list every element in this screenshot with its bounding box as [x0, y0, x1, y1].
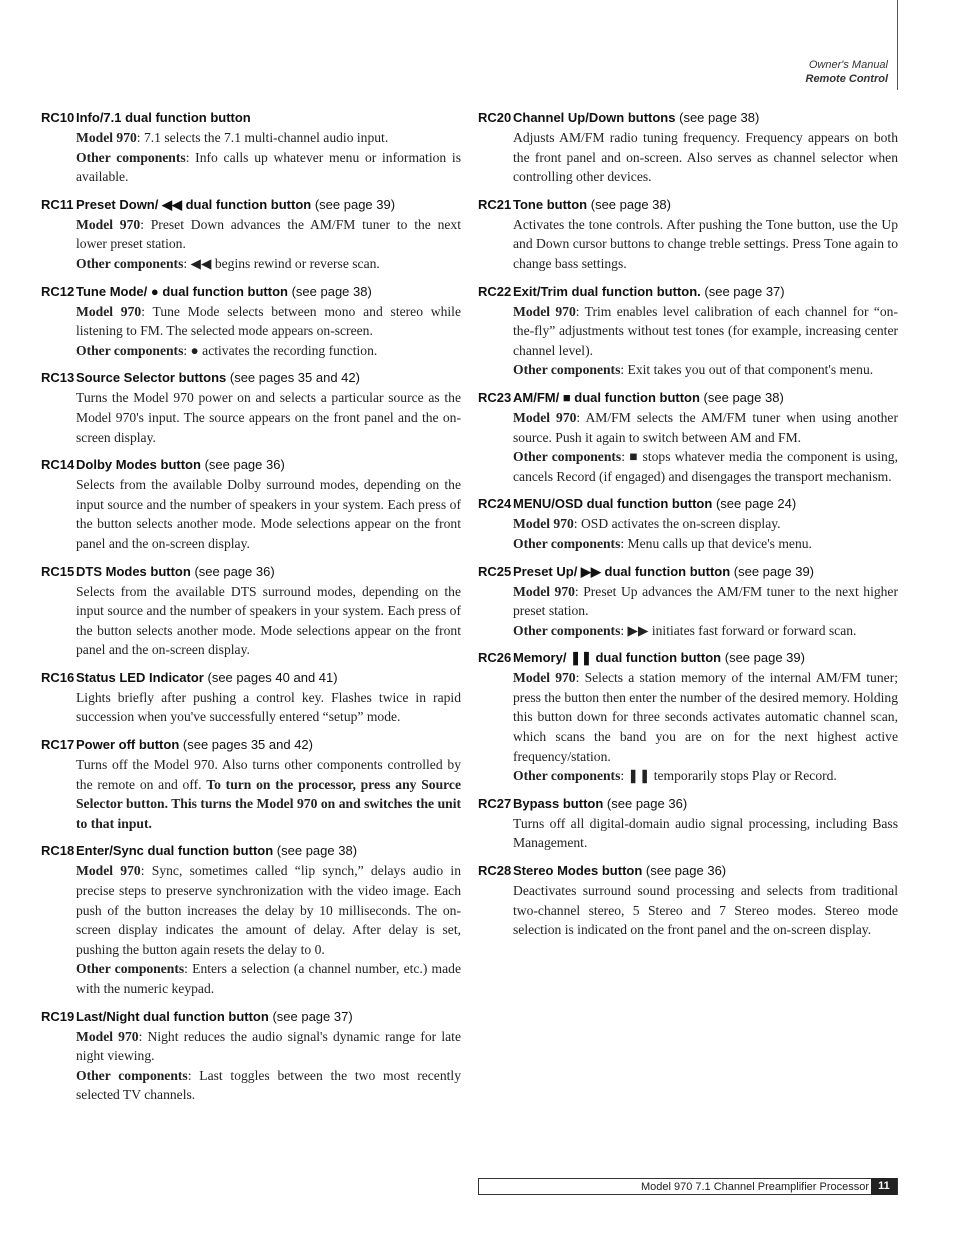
component-label: Other components: [513, 768, 621, 784]
description-text: Turns the Model 970 power on and selects a particular source as the Model 970's input. The source appears on the front panel and the on-screen display.: [76, 390, 461, 445]
remote-entry: [478, 562, 898, 641]
entry-code: RC15: [41, 563, 75, 579]
entry-title: Status LED Indicator: [76, 669, 204, 685]
remote-entry: [41, 455, 461, 553]
component-label: Model 970: [513, 409, 577, 425]
page-reference: (see page 36): [194, 563, 275, 579]
description-text: : ■ stops whatever media the component is using, cancels Record (if engaged) and disengages the transport mechanism.: [513, 449, 898, 484]
description-text: Deactivates surround sound processing and selects from traditional two-channel stereo, 5 Stereo and 7 Stereo modes. Stereo mode selection is indicated on the front panel and the on-screen display.: [513, 883, 898, 938]
entry-title: Last/Night dual function button: [76, 1008, 269, 1024]
entry-heading: [478, 388, 898, 408]
description-text: : ▶▶ initiates fast forward or forward scan.: [620, 622, 857, 638]
entry-title: Source Selector buttons: [76, 370, 227, 386]
description-text: : Last toggles between the two most recently selected TV channels.: [76, 1067, 461, 1103]
entry-heading: [478, 108, 898, 128]
page-reference: (see page 38): [590, 196, 671, 212]
entry-description: [513, 360, 898, 380]
description-text: Turns off all digital-domain audio signal processing, including Bass Management.: [513, 815, 898, 851]
component-label: Model 970: [513, 303, 576, 319]
entry-title: Bypass button: [513, 795, 604, 811]
remote-entry: [478, 195, 898, 274]
entry-description: [513, 534, 898, 554]
entry-title: Power off button: [76, 737, 180, 753]
entry-title: Exit/Trim dual function button.: [513, 283, 701, 299]
description-text: Selects from the available DTS surround modes, depending on the input source and the number of speakers in your system. Each press of the button selects another mode. Mode selections appear on the front panel and the on-screen display.: [76, 583, 461, 658]
entry-description: [76, 254, 461, 274]
component-label: Other components: [76, 149, 186, 165]
section-title: Remote Control: [805, 73, 888, 85]
entry-heading: [478, 494, 898, 514]
component-label: Other components: [513, 362, 621, 378]
entry-code: RC16: [41, 669, 75, 685]
component-label: Model 970: [76, 863, 141, 879]
entry-heading: [41, 455, 461, 475]
description-text: : ◀◀ begins rewind or reverse scan.: [183, 255, 380, 271]
remote-entry: [478, 108, 898, 187]
entry-code: RC22: [478, 283, 512, 299]
component-label: Other components: [513, 449, 622, 465]
entry-code: RC24: [478, 496, 512, 512]
footer-product: Model 970 7.1 Channel Preamplifier Processor: [640, 1181, 869, 1193]
remote-entry: [41, 108, 461, 187]
entry-title: MENU/OSD dual function button: [513, 496, 713, 512]
component-label: Model 970: [76, 1028, 139, 1044]
component-label: Model 970: [76, 130, 137, 145]
component-label: Other components: [76, 961, 185, 977]
page-reference: (see page 39): [733, 563, 815, 579]
entry-title: Preset Down/ ◀◀ dual function button: [76, 196, 312, 212]
entry-code: RC19: [41, 1008, 75, 1024]
entry-heading: [41, 668, 461, 688]
entry-title: Preset Up/ ▶▶ dual function button: [513, 563, 731, 579]
remote-entry: [478, 861, 898, 940]
entry-description: [513, 766, 898, 786]
page-reference: (see pages 40 and 41): [207, 669, 338, 685]
remote-entry: [41, 668, 461, 727]
entry-heading: [41, 735, 461, 755]
page-reference: (see page 38): [703, 389, 784, 405]
entry-title: Channel Up/Down buttons: [513, 110, 676, 125]
entry-description: [513, 408, 898, 447]
remote-entry: [478, 494, 898, 553]
entry-heading: [478, 282, 898, 302]
description-text: : Night reduces the audio signal's dynamic range for late night viewing.: [76, 1028, 461, 1064]
remote-entry: [41, 1007, 461, 1105]
remote-entry: [41, 282, 461, 361]
entry-code: RC11: [41, 196, 74, 212]
page-reference: (see page 36): [606, 795, 688, 811]
entry-heading: [478, 195, 898, 215]
remote-entry: [478, 648, 898, 786]
description-text: : Preset Down advances the AM/FM tuner to the next lower preset station.: [76, 216, 462, 252]
page-reference: (see page 38): [276, 843, 358, 859]
description-text: : ❚❚ temporarily stops Play or Record.: [620, 768, 837, 784]
right-column: [478, 108, 898, 948]
entry-code: RC21: [478, 196, 512, 212]
entry-description: [513, 514, 898, 534]
entry-title: Info/7.1 dual function button: [76, 110, 251, 125]
page-reference: (see page 38): [291, 283, 372, 299]
entry-description: [76, 388, 461, 447]
description-text: : 7.1 selects the 7.1 multi-channel audio input.: [136, 130, 389, 145]
entry-code: RC18: [41, 843, 75, 859]
entry-description: [513, 582, 898, 621]
entry-heading: [41, 195, 461, 215]
page-reference: (see pages 35 and 42): [182, 737, 313, 753]
entry-code: RC13: [41, 370, 75, 386]
component-label: Other components: [76, 255, 184, 271]
entry-title: DTS Modes button: [76, 563, 191, 579]
description-text: : Preset Up advances the AM/FM tuner to the next higher preset station.: [513, 583, 898, 619]
component-label: Other components: [76, 1067, 188, 1083]
entry-description: [513, 128, 898, 187]
entry-description: [76, 688, 461, 727]
entry-title: Tune Mode/ ● dual function button: [76, 283, 288, 299]
remote-entry: [41, 562, 461, 660]
page-footer: [478, 1178, 898, 1195]
entry-description: [76, 959, 461, 998]
entry-heading: [478, 562, 898, 582]
component-label: Model 970: [76, 303, 142, 319]
entry-code: RC26: [478, 650, 512, 666]
entry-heading: [41, 1007, 461, 1027]
entry-code: RC20: [478, 110, 512, 125]
description-text: : ● activates the recording function.: [183, 342, 378, 358]
entry-heading: [41, 841, 461, 861]
entry-code: RC27: [478, 795, 512, 811]
entry-description: [76, 582, 461, 660]
remote-entry: [478, 794, 898, 853]
entry-description: [513, 621, 898, 641]
page-reference: (see pages 35 and 42): [229, 370, 360, 386]
page-reference: (see page 36): [204, 457, 285, 473]
remote-entry: [478, 388, 898, 486]
entry-code: RC28: [478, 863, 512, 879]
remote-entry: [41, 735, 461, 833]
entry-heading: [478, 861, 898, 881]
remote-entry: [41, 368, 461, 447]
entry-title: AM/FM/ ■ dual function button: [513, 389, 700, 405]
entry-title: Stereo Modes button: [513, 863, 643, 879]
entry-description: [513, 668, 898, 766]
description-text: : Tune Mode selects between mono and stereo while listening to FM. The selected mode appears on-screen.: [76, 303, 461, 339]
component-label: Other components: [513, 622, 621, 638]
component-label: Model 970: [513, 516, 574, 532]
entry-code: RC12: [41, 283, 75, 299]
entry-description: [76, 475, 461, 553]
remote-entry: [41, 841, 461, 998]
page-reference: (see page 39): [314, 196, 396, 212]
description-text: : Enters a selection (a channel number, etc.) made with the numeric keypad.: [76, 961, 461, 996]
entry-title: Dolby Modes button: [76, 457, 201, 473]
entry-description: [76, 1066, 461, 1105]
description-text: : Selects a station memory of the internal AM/FM tuner; press the button then enter the number of the desired memory. Holding this button down for three seconds activates automatic channel scan, which scans the band you are on for the next highest active frequency/station.: [513, 670, 898, 764]
component-label: Other components: [76, 342, 184, 358]
entry-description: [76, 128, 461, 148]
entry-description: [76, 215, 461, 254]
entry-description: [513, 447, 898, 486]
entry-code: RC14: [41, 457, 75, 473]
left-column: [41, 108, 461, 1113]
entry-code: RC10: [41, 110, 75, 125]
entry-title: Memory/ ❚❚ dual function button: [513, 650, 722, 666]
component-label: Model 970: [513, 670, 576, 686]
description-text: Activates the tone controls. After pushing the Tone button, use the Up and Down cursor buttons to change treble settings. Press Tone again to change bass settings.: [513, 216, 898, 271]
entry-description: [76, 302, 461, 341]
description-text: Lights briefly after pushing a control key. Flashes twice in rapid succession when you've successfully entered “setup” mode.: [76, 689, 461, 725]
emphasis-text: To turn on the processor, press any Source Selector button. This turns the Model 970 on and switches the unit to that input.: [76, 776, 461, 831]
entry-description: [76, 861, 461, 959]
entry-heading: [41, 108, 461, 128]
entry-description: [513, 215, 898, 274]
remote-entry: [478, 282, 898, 380]
description-text: : Trim enables level calibration of each channel for “on-the-fly” adjustments without test tones (for example, increasing center channel level).: [513, 303, 898, 358]
page-reference: (see page 24): [715, 496, 797, 512]
entry-heading: [41, 368, 461, 388]
page-reference: (see page 37): [272, 1008, 353, 1024]
entry-description: [76, 1027, 461, 1066]
entry-title: Enter/Sync dual function button: [76, 843, 274, 859]
description-text: Selects from the available Dolby surround modes, depending on the input source and the number of speakers in your system. Each press of the button selects another mode. Mode selections appear on the front panel and the on-screen display.: [76, 477, 461, 551]
page-number: 11: [871, 1178, 897, 1195]
page-reference: (see page 36): [645, 863, 727, 879]
description-text: : OSD activates the on-screen display.: [573, 516, 781, 532]
remote-entry: [41, 195, 461, 274]
entry-heading: [41, 562, 461, 582]
header-rule: [897, 0, 898, 90]
description-text: : Info calls up whatever menu or information is available.: [76, 149, 461, 185]
entry-description: [76, 341, 461, 361]
entry-heading: [478, 648, 898, 668]
entry-description: [513, 302, 898, 361]
entry-code: RC23: [478, 389, 512, 405]
page-reference: (see page 37): [704, 283, 785, 299]
description-text: : AM/FM selects the AM/FM tuner when using another source. Push it again to switch between AM and FM.: [513, 409, 898, 445]
entry-heading: [478, 794, 898, 814]
component-label: Model 970: [76, 216, 141, 232]
description-text: : Exit takes you out of that component's menu.: [620, 362, 874, 378]
component-label: Model 970: [513, 583, 575, 599]
description-text: : Sync, sometimes called “lip synch,” delays audio in precise steps to preserve synchronization with the video image. Each push of the button increases the delay by 10 milliseconds. The on-screen display indicates the amount of delay. After delay is set, pushing the button again resets the delay to 0.: [76, 863, 461, 957]
manual-title: Owner's Manual: [808, 59, 888, 71]
entry-description: [76, 755, 461, 833]
description-text: Turns off the Model 970. Also turns other components controlled by the remote on and off.: [76, 757, 461, 792]
entry-description: [76, 148, 461, 187]
entry-description: [513, 814, 898, 853]
page-reference: (see page 38): [679, 110, 760, 125]
page-header: [806, 58, 889, 86]
description-text: Adjusts AM/FM radio tuning frequency. Frequency appears on both the front panel and on-screen. Also serves as channel selector when controlling other devices.: [513, 130, 898, 185]
entry-code: RC17: [41, 737, 75, 753]
entry-title: Tone button: [513, 196, 588, 212]
component-label: Other components: [513, 535, 621, 551]
entry-description: [513, 881, 898, 940]
entry-heading: [41, 282, 461, 302]
page-reference: (see page 39): [724, 650, 805, 666]
description-text: : Menu calls up that device's menu.: [620, 535, 812, 551]
entry-code: RC25: [478, 563, 512, 579]
